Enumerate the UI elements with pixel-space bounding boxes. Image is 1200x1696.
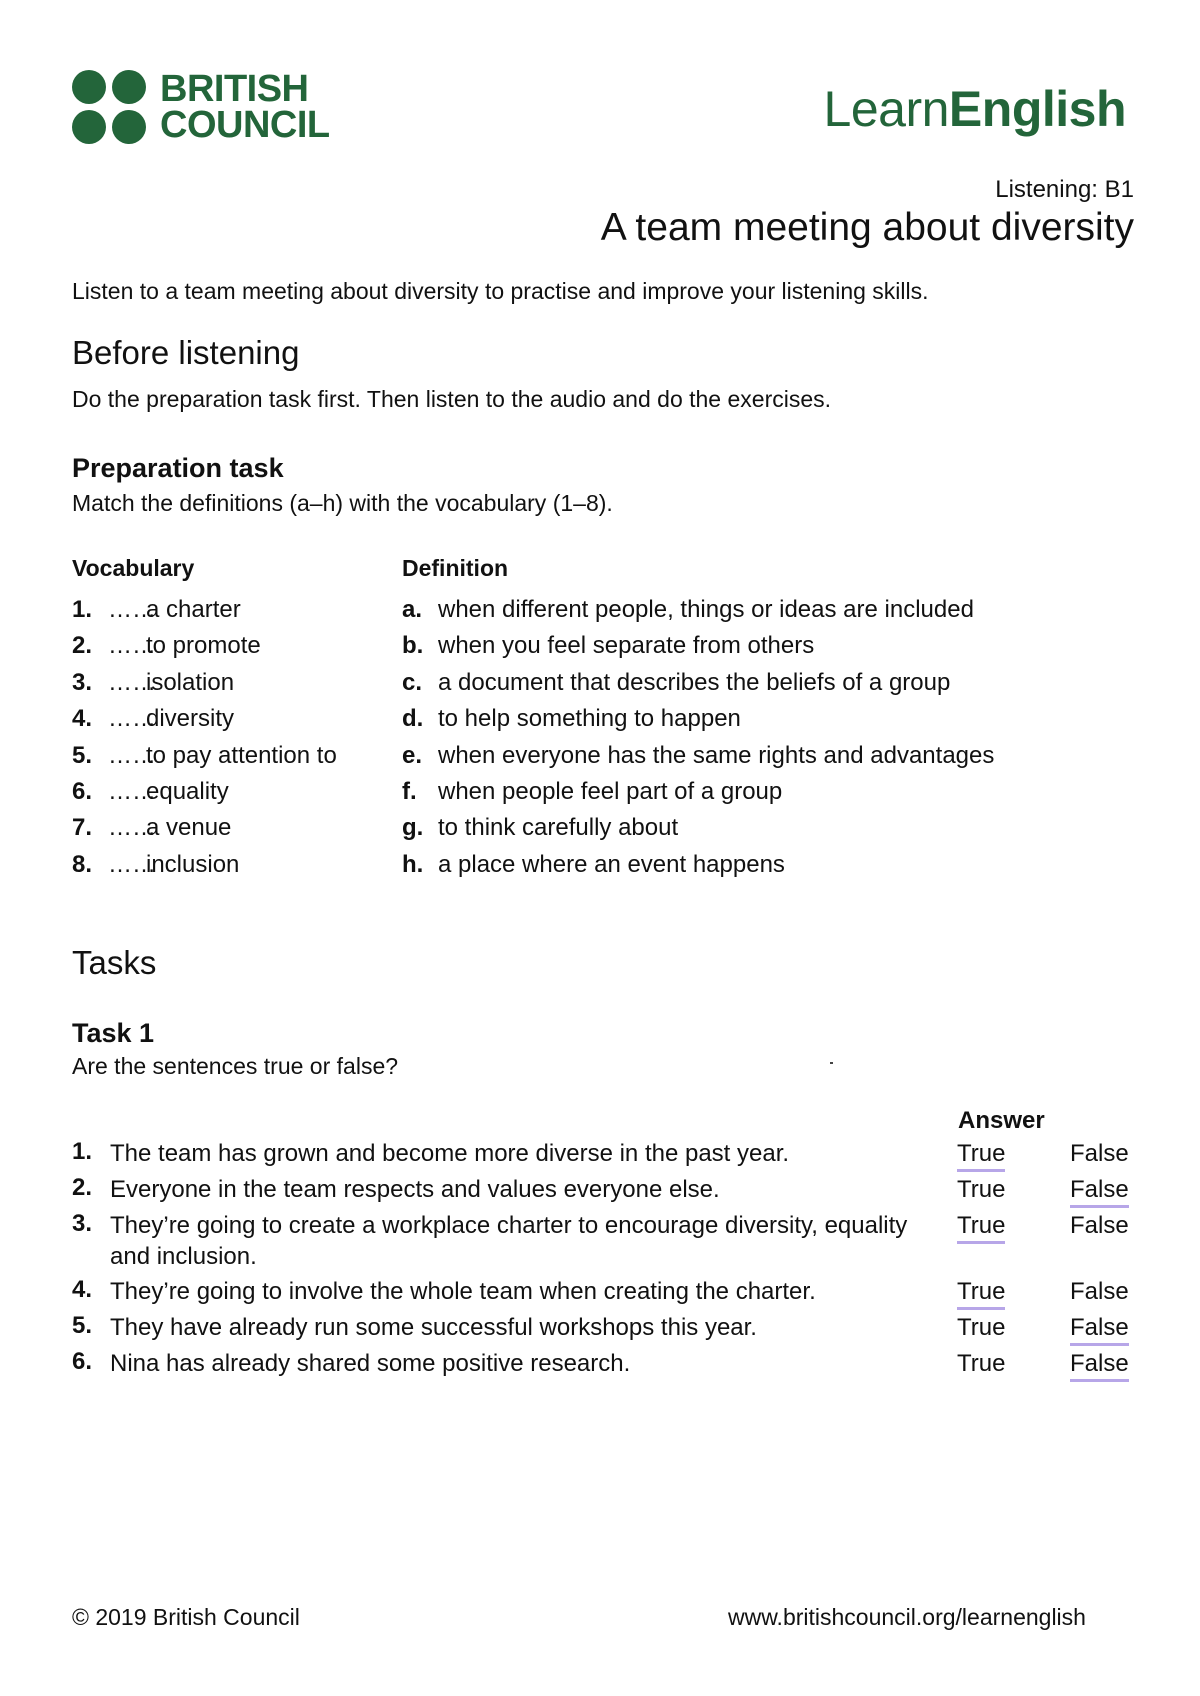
vocabulary-word: a charter bbox=[146, 596, 241, 623]
task-number: 5. bbox=[72, 1312, 93, 1339]
intro-text: Listen to a team meeting about diversity to practise and improve your listening skills. bbox=[72, 278, 929, 304]
task1-instruction: Are the sentences true or false? bbox=[72, 1053, 399, 1079]
vocabulary-item bbox=[72, 810, 231, 846]
task-number: 3. bbox=[72, 1210, 93, 1237]
definition-text: when different people, things or ideas are included bbox=[438, 596, 974, 623]
answer-blank[interactable]: …… bbox=[108, 632, 156, 660]
definition-item bbox=[402, 665, 950, 701]
vocabulary-item bbox=[72, 665, 234, 701]
vocabulary-item bbox=[72, 628, 261, 664]
definition-text: a place where an event happens bbox=[438, 850, 785, 878]
vocabulary-word: equality bbox=[146, 778, 229, 805]
definition-item bbox=[402, 847, 785, 883]
page-title: A team meeting about diversity bbox=[600, 206, 1134, 249]
definition-letter: e. bbox=[402, 741, 423, 769]
footer-url[interactable]: www.britishcouncil.org/learnenglish bbox=[728, 1604, 1086, 1630]
definition-item bbox=[402, 628, 814, 664]
vocabulary-number: 4. bbox=[72, 705, 93, 733]
task-statement: Nina has already shared some positive research. bbox=[110, 1350, 631, 1377]
preparation-instruction: Match the definitions (a–h) with the vocabulary (1–8). bbox=[72, 490, 613, 516]
task-statement: They’re going to create a workplace charter to encourage diversity, equality and inclusion. bbox=[110, 1212, 908, 1270]
definition-letter: g. bbox=[402, 814, 424, 842]
true-option[interactable]: True bbox=[957, 1210, 1005, 1244]
vocabulary-item bbox=[72, 701, 234, 737]
stray-mark bbox=[830, 1062, 833, 1064]
logo-dots-icon bbox=[72, 70, 146, 144]
task-number: 1. bbox=[72, 1138, 93, 1165]
task-statement: They have already run some successful workshops this year. bbox=[110, 1314, 757, 1341]
answer-blank[interactable]: …… bbox=[108, 850, 156, 878]
answer-blank[interactable]: …… bbox=[108, 778, 156, 805]
false-option[interactable]: False bbox=[1070, 1312, 1129, 1346]
definition-letter: h. bbox=[402, 850, 424, 878]
definition-text: when everyone has the same rights and advantages bbox=[438, 741, 995, 769]
definition-letter: d. bbox=[402, 705, 424, 733]
vocabulary-item bbox=[72, 592, 241, 628]
vocabulary-word: isolation bbox=[146, 668, 235, 696]
vocabulary-item bbox=[72, 847, 239, 883]
definition-item bbox=[402, 701, 741, 737]
task-number: 4. bbox=[72, 1276, 93, 1303]
vocabulary-word: inclusion bbox=[146, 850, 240, 878]
vocabulary-word: diversity bbox=[146, 705, 235, 733]
definition-item bbox=[402, 774, 782, 810]
true-option[interactable]: True bbox=[957, 1138, 1005, 1172]
learnenglish-brand: LearnEnglish bbox=[823, 81, 1126, 137]
definition-letter: f. bbox=[402, 778, 417, 805]
definition-letter: a. bbox=[402, 596, 423, 623]
true-option[interactable]: True bbox=[957, 1176, 1006, 1203]
vocabulary-number: 2. bbox=[72, 632, 93, 660]
false-option[interactable]: False bbox=[1070, 1212, 1129, 1239]
task-statement: The team has grown and become more diverse in the past year. bbox=[110, 1140, 790, 1167]
definition-item bbox=[402, 810, 678, 846]
definition-text: to help something to happen bbox=[438, 705, 741, 733]
british-council-logo bbox=[72, 70, 330, 144]
vocabulary-word: to promote bbox=[146, 632, 261, 660]
answer-blank[interactable]: …… bbox=[108, 705, 156, 733]
true-option[interactable]: True bbox=[957, 1314, 1006, 1341]
vocabulary-word: to pay attention to bbox=[146, 741, 337, 769]
answer-blank[interactable]: …… bbox=[108, 668, 156, 696]
vocabulary-number: 6. bbox=[72, 778, 93, 805]
answer-blank[interactable]: …… bbox=[108, 814, 156, 842]
logo-text: BRITISH COUNCIL bbox=[160, 68, 330, 146]
vocabulary-item bbox=[72, 774, 229, 810]
true-option[interactable]: True bbox=[957, 1276, 1005, 1310]
definition-text: to think carefully about bbox=[438, 814, 679, 842]
before-listening-text: Do the preparation task first. Then listen to the audio and do the exercises. bbox=[72, 386, 832, 412]
vocabulary-header: Vocabulary bbox=[72, 555, 195, 581]
task-statement: Everyone in the team respects and values everyone else. bbox=[110, 1176, 720, 1203]
definition-item bbox=[402, 592, 974, 628]
false-option[interactable]: False bbox=[1070, 1278, 1129, 1305]
false-option[interactable]: False bbox=[1070, 1174, 1129, 1208]
level-label: Listening: B1 bbox=[995, 176, 1134, 203]
definition-header: Definition bbox=[402, 555, 509, 581]
vocabulary-number: 7. bbox=[72, 814, 93, 842]
false-option[interactable]: False bbox=[1070, 1140, 1129, 1167]
task-number: 6. bbox=[72, 1348, 93, 1375]
true-option[interactable]: True bbox=[957, 1350, 1006, 1377]
before-listening-heading: Before listening bbox=[72, 334, 300, 371]
preparation-task-heading: Preparation task bbox=[72, 453, 284, 483]
answer-blank[interactable]: …… bbox=[108, 741, 156, 769]
task-number: 2. bbox=[72, 1174, 93, 1201]
vocabulary-word: a venue bbox=[146, 814, 232, 842]
task-statement: They’re going to involve the whole team when creating the charter. bbox=[110, 1278, 816, 1305]
vocabulary-number: 3. bbox=[72, 668, 93, 696]
vocabulary-number: 8. bbox=[72, 850, 93, 878]
vocabulary-number: 5. bbox=[72, 741, 93, 769]
definition-letter: b. bbox=[402, 632, 424, 660]
definition-letter: c. bbox=[402, 668, 423, 696]
tasks-heading: Tasks bbox=[72, 944, 157, 981]
definition-text: a document that describes the beliefs of a group bbox=[438, 668, 951, 696]
footer-copyright: © 2019 British Council bbox=[72, 1604, 300, 1630]
definition-text: when people feel part of a group bbox=[438, 778, 783, 805]
false-option[interactable]: False bbox=[1070, 1348, 1129, 1382]
answer-header: Answer bbox=[958, 1107, 1045, 1134]
definition-item bbox=[402, 738, 994, 774]
definition-text: when you feel separate from others bbox=[438, 632, 815, 660]
vocabulary-number: 1. bbox=[72, 596, 93, 623]
task1-heading: Task 1 bbox=[72, 1018, 155, 1048]
answer-blank[interactable]: …… bbox=[108, 596, 156, 623]
vocabulary-item bbox=[72, 738, 337, 774]
